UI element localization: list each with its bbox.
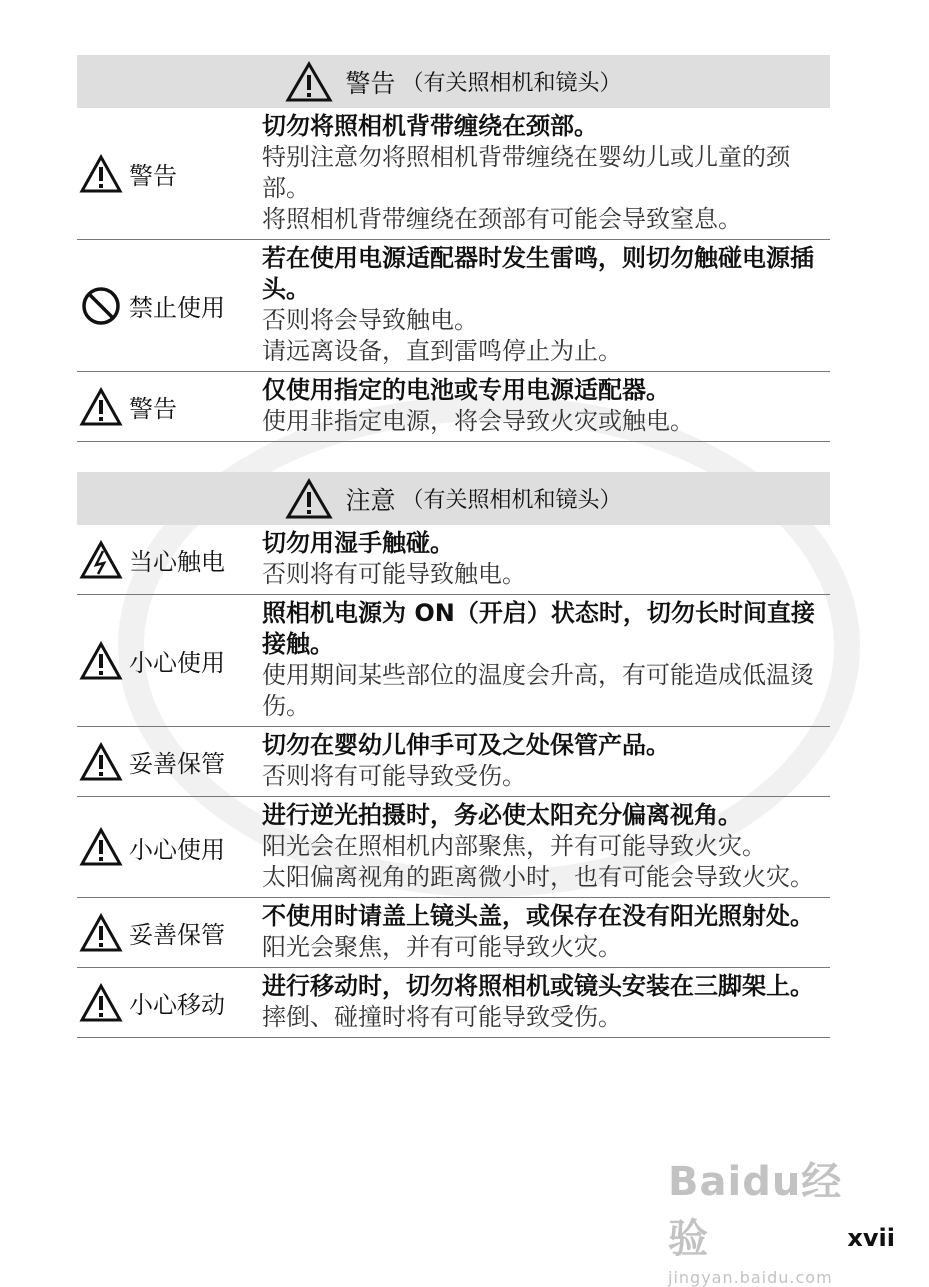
row-normal-text: 太阳偏离视角的距离微小时，也有可能会导致火灾。	[262, 863, 814, 891]
row-text	[262, 727, 830, 796]
warning-section-header	[77, 55, 830, 108]
baidu-jingyan-watermark	[668, 1150, 868, 1287]
row-label-text: 小心移动	[129, 991, 225, 1019]
warning-triangle-icon	[79, 387, 123, 427]
warning-triangle-icon	[79, 913, 123, 953]
safety-row	[77, 968, 830, 1038]
warning-triangle-icon	[285, 61, 333, 103]
row-normal-text: 阳光会在照相机内部聚焦，并有可能导致火灾。	[262, 832, 766, 860]
warning-triangle-icon	[79, 983, 123, 1023]
row-label	[77, 968, 262, 1037]
row-bold-text: 进行逆光拍摄时，务必使太阳充分偏离视角。	[262, 801, 742, 829]
warning-triangle-icon	[79, 827, 123, 867]
row-normal-text: 请远离设备，直到雷鸣停止为止。	[262, 337, 622, 365]
prohibited-icon	[79, 286, 123, 326]
row-label	[77, 372, 262, 441]
row-text	[262, 595, 830, 726]
row-label-text: 警告	[129, 395, 177, 423]
row-label	[77, 595, 262, 726]
row-text	[262, 968, 830, 1037]
row-normal-text: 阳光会聚焦，并有可能导致火灾。	[262, 933, 622, 961]
section-title: 警告	[345, 68, 396, 98]
electric-shock-icon	[79, 540, 123, 580]
row-normal-text: 特别注意勿将照相机背带缠绕在婴幼儿或儿童的颈部。	[262, 143, 790, 202]
warning-triangle-icon	[79, 641, 123, 681]
row-label	[77, 525, 262, 594]
watermark-logo-text: Baidu经验	[668, 1159, 843, 1262]
safety-row	[77, 108, 830, 240]
warning-section	[77, 55, 830, 442]
row-text	[262, 240, 830, 371]
section-subtitle: （有关照相机和镜头）	[401, 71, 622, 96]
row-bold-text: 仅使用指定的电池或专用电源适配器。	[262, 376, 670, 404]
row-label	[77, 797, 262, 897]
caution-section-header	[77, 472, 830, 525]
row-bold-text: 不使用时请盖上镜头盖，或保存在没有阳光照射处。	[262, 902, 814, 930]
row-label	[77, 727, 262, 796]
row-bold-text: 进行移动时，切勿将照相机或镜头安装在三脚架上。	[262, 972, 814, 1000]
safety-row	[77, 595, 830, 727]
watermark-url-text: jingyan.baidu.com	[668, 1268, 833, 1287]
warning-triangle-icon	[285, 478, 333, 520]
safety-row	[77, 797, 830, 898]
row-normal-text: 使用期间某些部位的温度会升高，有可能造成低温烫伤。	[262, 661, 814, 720]
row-label-text: 小心使用	[129, 835, 225, 864]
row-label-text: 警告	[129, 162, 177, 190]
row-text	[262, 898, 830, 967]
safety-row	[77, 372, 830, 442]
row-label-text: 小心使用	[129, 649, 225, 677]
page-number: xvii	[847, 1224, 895, 1252]
safety-row	[77, 240, 830, 372]
row-label	[77, 240, 262, 371]
row-bold-text: 照相机电源为 ON（开启）状态时，切勿长时间直接接触。	[262, 599, 815, 658]
row-bold-text: 切勿在婴幼儿伸手可及之处保管产品。	[262, 731, 670, 759]
row-normal-text: 否则将有可能导致受伤。	[262, 762, 526, 790]
row-text	[262, 797, 830, 897]
row-normal-text: 使用非指定电源，将会导致火灾或触电。	[262, 407, 694, 435]
row-label-text: 禁止使用	[129, 294, 225, 322]
row-label-text: 妥善保管	[129, 750, 225, 778]
row-text	[262, 372, 830, 441]
safety-row	[77, 525, 830, 595]
row-bold-text: 切勿将照相机背带缠绕在颈部。	[262, 112, 598, 140]
row-bold-text: 切勿用湿手触碰。	[262, 529, 454, 557]
safety-row	[77, 727, 830, 797]
warning-triangle-icon	[79, 742, 123, 782]
row-bold-text: 若在使用电源适配器时发生雷鸣，则切勿触碰电源插头。	[262, 244, 814, 303]
row-text	[262, 525, 830, 594]
section-title: 注意	[345, 485, 396, 515]
section-subtitle: （有关照相机和镜头）	[401, 488, 622, 513]
row-label	[77, 108, 262, 239]
row-normal-text: 否则将有可能导致触电。	[262, 560, 526, 588]
safety-row	[77, 898, 830, 968]
row-normal-text: 否则将会导致触电。	[262, 306, 478, 334]
row-normal-text: 摔倒、碰撞时将有可能导致受伤。	[262, 1003, 622, 1031]
row-label-text: 当心触电	[129, 548, 225, 576]
row-label-text: 妥善保管	[129, 921, 225, 949]
warning-triangle-icon	[79, 154, 123, 194]
row-normal-text: 将照相机背带缠绕在颈部有可能会导致窒息。	[262, 205, 742, 233]
row-text	[262, 108, 830, 239]
row-label	[77, 898, 262, 967]
caution-section	[77, 472, 830, 1038]
